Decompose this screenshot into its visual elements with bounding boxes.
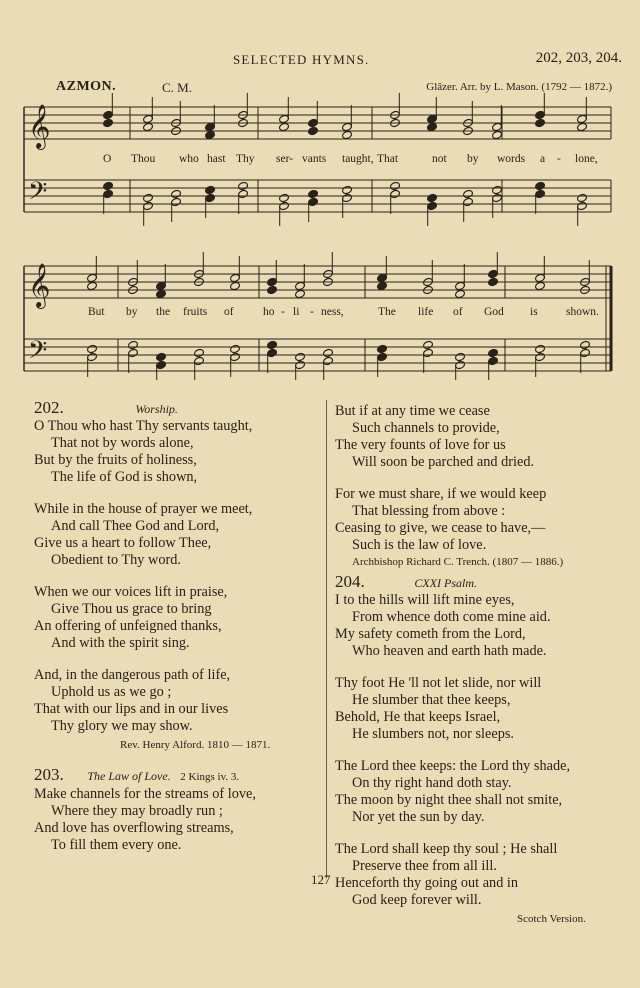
note-head	[492, 185, 503, 194]
verse-line: To fill them every one.	[51, 837, 182, 853]
running-head: SELECTED HYMNS.	[233, 52, 370, 67]
note-head	[577, 193, 588, 202]
lyric-syllable: hast	[207, 153, 226, 165]
note-head	[455, 352, 466, 361]
note-head	[377, 344, 388, 353]
note-head	[279, 193, 290, 202]
lyric-syllable: God	[484, 306, 504, 318]
note-head	[205, 130, 216, 139]
note-head	[308, 189, 319, 198]
note-head	[279, 122, 290, 131]
hymn-attribution: Scotch Version.	[517, 913, 586, 925]
verse-line: The Lord shall keep thy soul ; He shall	[335, 841, 558, 857]
music-score	[0, 0, 640, 380]
note-head	[171, 189, 182, 198]
right-column	[335, 403, 625, 928]
verse-line: That not by words alone,	[51, 435, 194, 451]
note-head	[535, 281, 546, 290]
bass-clef: 𝄢	[28, 177, 48, 212]
verse-line: But by the fruits of holiness,	[34, 452, 197, 468]
lyric-syllable: -	[281, 306, 285, 318]
verse-line: Behold, He that keeps Israel,	[335, 709, 501, 725]
note-head	[156, 352, 167, 361]
verse-line: Thy foot He 'll not let slide, nor will	[335, 675, 542, 691]
verse-line: The Lord thee keeps: the Lord thy shade,	[335, 758, 571, 774]
note-head	[156, 289, 167, 298]
lyric-syllable: lone,	[575, 153, 598, 165]
note-head	[535, 118, 546, 127]
verse-line: An offering of unfeigned thanks,	[34, 618, 222, 634]
tune-name: AZMON.	[56, 79, 117, 94]
verse-line: The life of God is shown,	[51, 469, 198, 485]
note-head	[143, 122, 154, 131]
lyric-syllable: vants	[302, 153, 327, 165]
lyric-syllable: of	[224, 306, 234, 318]
hymn-title: The Law of Love.	[87, 769, 171, 783]
verse-line: Such channels to provide,	[352, 420, 500, 436]
verse-line: Thy glory we may show.	[51, 718, 193, 734]
note-head	[103, 181, 114, 190]
note-head	[295, 289, 306, 298]
verse-line: That blessing from above :	[352, 503, 506, 519]
verse-line: On thy right hand doth stay.	[352, 775, 512, 791]
note-head	[238, 181, 249, 190]
verse-line: Will soon be parched and dried.	[352, 454, 535, 470]
tune-composer: Glâzer. Arr. by L. Mason. (1792 — 1872.)	[426, 81, 612, 93]
hymn-title: CXXI Psalm.	[414, 576, 477, 590]
verse-line: Make channels for the streams of love,	[34, 786, 256, 802]
verse-line: Henceforth thy going out and in	[335, 875, 519, 891]
column-divider	[326, 400, 327, 878]
lyric-syllable: ness,	[321, 306, 344, 318]
note-head	[455, 289, 466, 298]
verse-line: Preserve thee from all ill.	[352, 858, 497, 874]
note-head	[463, 189, 474, 198]
verse-line: I to the hills will lift mine eyes,	[335, 592, 515, 608]
verse-line: Uphold us as we go ;	[51, 684, 172, 700]
lyric-syllable: of	[453, 306, 463, 318]
hymn-number: 204.	[335, 572, 365, 591]
verse-line: That with our lips and in our lives	[34, 701, 229, 717]
lyric-syllable: Thy	[236, 153, 255, 165]
verse-line: Nor yet the sun by day.	[352, 809, 485, 825]
lyric-syllable: by	[126, 306, 138, 318]
note-head	[143, 193, 154, 202]
lyric-syllable: shown.	[566, 306, 599, 318]
note-head	[342, 185, 353, 194]
lyric-syllable: ho	[263, 306, 275, 318]
left-column	[34, 399, 324, 854]
hymn-202-heading	[34, 399, 324, 418]
verse-line: When we our voices lift in praise,	[34, 584, 228, 600]
note-head	[230, 344, 241, 353]
verse-line: He slumbers not, nor sleeps.	[352, 726, 515, 742]
lyric-syllable: fruits	[183, 306, 208, 318]
hymn-title: Worship.	[135, 402, 178, 416]
verse-line: The moon by night thee shall not smite,	[335, 792, 563, 808]
note-head	[267, 340, 278, 349]
lyric-syllable: Thou	[131, 153, 156, 165]
note-head	[87, 281, 98, 290]
lyric-syllable: the	[156, 306, 171, 318]
verse-line: Give us a heart to follow Thee,	[34, 535, 212, 551]
hymn-number-range: 202, 203, 204.	[535, 50, 622, 66]
note-head	[87, 344, 98, 353]
lyric-syllable: -	[310, 306, 314, 318]
note-head	[267, 285, 278, 294]
hymn-number: 203.	[34, 765, 64, 784]
lyric-syllable: O	[103, 153, 112, 165]
hymn-203-heading	[34, 766, 324, 786]
tune-meter: C. M.	[162, 80, 192, 95]
note-head	[205, 185, 216, 194]
hymn-attribution: Archbishop Richard C. Trench. (1807 — 1886.)	[352, 556, 564, 568]
verse-line: God keep forever will.	[352, 892, 482, 908]
note-head	[230, 281, 241, 290]
verse-line: And with the spirit sing.	[51, 635, 190, 651]
lyric-syllable: taught,	[342, 153, 374, 165]
note-head	[194, 348, 205, 357]
lyric-syllable: li	[293, 306, 300, 318]
lyric-syllable: That	[377, 153, 399, 165]
note-head	[535, 344, 546, 353]
note-head	[535, 181, 546, 190]
treble-clef: 𝄞	[28, 104, 51, 148]
note-head	[427, 122, 438, 131]
note-head	[377, 281, 388, 290]
verse-line: But if at any time we cease	[335, 403, 490, 419]
verse-line: And, in the dangerous path of life,	[34, 667, 231, 683]
verse-line: The very founts of love for us	[335, 437, 506, 453]
lyric-syllable: life	[418, 306, 434, 318]
note-head	[308, 126, 319, 135]
verse-line: While in the house of prayer we meet,	[34, 501, 253, 517]
verse-line: From whence doth come mine aid.	[352, 609, 551, 625]
note-head	[492, 130, 503, 139]
lyric-syllable: ser-	[276, 153, 294, 165]
hymn-attribution: Rev. Henry Alford. 1810 — 1871.	[120, 739, 271, 751]
lyric-syllable: words	[497, 153, 526, 165]
verse-line: O Thou who hast Thy servants taught,	[34, 418, 253, 434]
lyric-syllable: is	[530, 306, 538, 318]
note-head	[488, 348, 499, 357]
lyric-syllable: But	[88, 306, 105, 318]
note-head	[427, 193, 438, 202]
hymn-204-heading	[335, 573, 625, 592]
lyric-syllable: The	[378, 306, 396, 318]
lyric-syllable: -	[557, 153, 561, 165]
verse-line: Ceasing to give, we cease to have,—	[335, 520, 546, 536]
lyric-syllable: who	[179, 153, 199, 165]
page-number: 127	[311, 872, 331, 887]
verse-line: He slumber that thee keeps,	[352, 692, 511, 708]
note-head	[423, 340, 434, 349]
verse-line: Give Thou us grace to bring	[51, 601, 212, 617]
note-head	[295, 352, 306, 361]
verse-line: Where they may broadly run ;	[51, 803, 223, 819]
verse-line: And call Thee God and Lord,	[51, 518, 220, 534]
lyric-syllable: not	[432, 153, 447, 165]
note-head	[103, 118, 114, 127]
note-head	[342, 130, 353, 139]
verse-line: Obedient to Thy word.	[51, 552, 181, 568]
lyric-syllable: a	[540, 153, 546, 165]
verse-line: And love has overflowing streams,	[34, 820, 234, 836]
note-head	[577, 122, 588, 131]
verse-line: For we must share, if we would keep	[335, 486, 547, 502]
verse-line: Who heaven and earth hath made.	[352, 643, 547, 659]
note-head	[390, 181, 401, 190]
note-head	[580, 340, 591, 349]
scripture-reference: 2 Kings iv. 3.	[180, 771, 240, 783]
verse-line: Such is the law of love.	[352, 537, 487, 553]
note-head	[323, 348, 334, 357]
hymn-number: 202.	[34, 398, 64, 417]
note-head	[488, 277, 499, 286]
verse-line: My safety cometh from the Lord,	[335, 626, 526, 642]
bass-clef: 𝄢	[28, 336, 48, 371]
treble-clef: 𝄞	[28, 263, 51, 307]
lyric-syllable: by	[467, 153, 479, 165]
note-head	[128, 340, 139, 349]
